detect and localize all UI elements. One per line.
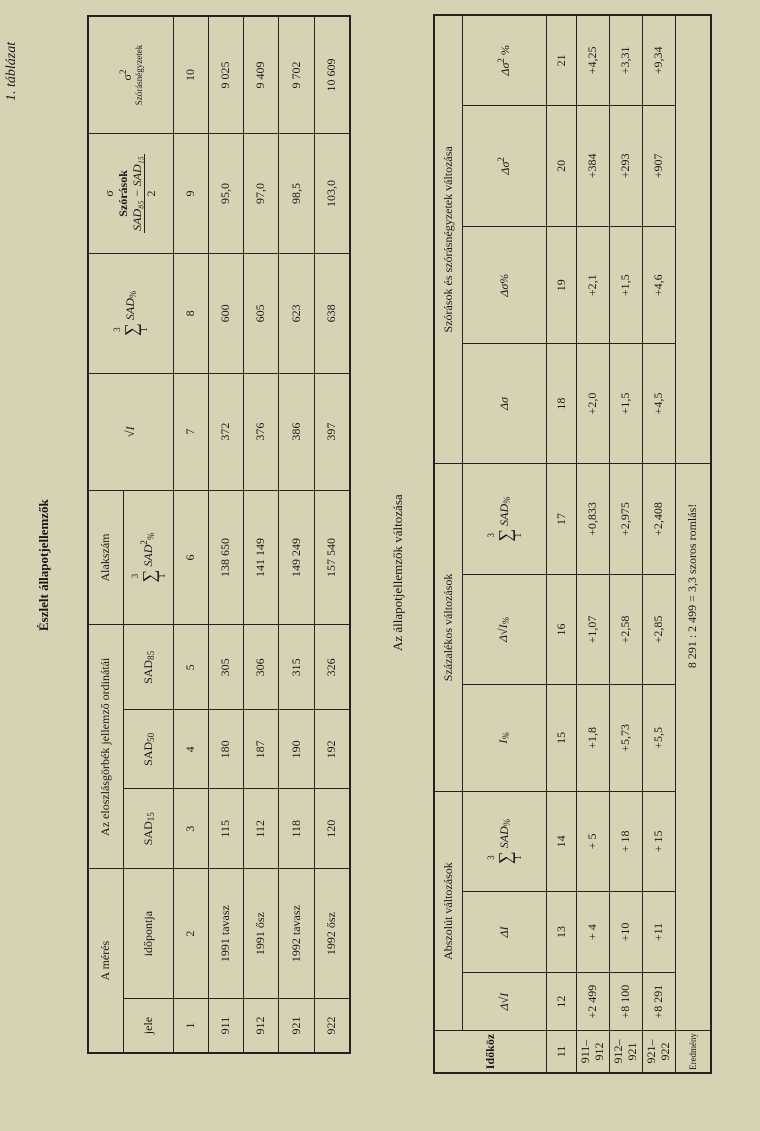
col-sad50: $SAD_{50}$	[124, 710, 174, 789]
group-meres: A mérés	[89, 869, 124, 1053]
column-number: 13	[547, 891, 577, 973]
cell-c12: +2 499	[577, 973, 610, 1031]
cell-c21: +4,25	[577, 16, 610, 106]
col-szorasnegyzet: $\sigma^2$ Szórásnégyzetek	[89, 17, 174, 134]
cell-idopont: 1991 ősz	[243, 869, 278, 999]
cell-c13: +10	[610, 891, 643, 973]
column-number: 17	[547, 463, 577, 574]
cell-negyzet: 9 025	[208, 17, 243, 134]
column-number: 8	[174, 253, 208, 373]
cell-sum: 623	[279, 253, 314, 373]
col-delta-sigma2-percent: $\Delta\sigma^2$ %	[463, 16, 547, 106]
cell-negyzet: 9 409	[243, 17, 278, 134]
cell-c19: +1,5	[610, 227, 643, 344]
cell-c17: +0,833	[577, 463, 610, 574]
column-number: 19	[547, 227, 577, 344]
cell-idokoz: 921–922	[643, 1031, 676, 1073]
table-row	[243, 17, 278, 1053]
cell-sad85: 306	[243, 625, 278, 710]
cell-sad85: 305	[208, 625, 243, 710]
cell-alakszam: 138 650	[208, 490, 243, 625]
col-delta-sqrt-i-percent: $\Delta√I_{\%}$	[463, 575, 547, 684]
cell-c20: +293	[610, 105, 643, 226]
column-number: 5	[174, 625, 208, 710]
cell-alakszam: 141 149	[243, 490, 278, 625]
result-empty	[676, 344, 711, 463]
result-label: Eredmény	[676, 1031, 711, 1073]
group-szazalekos: Százalékos változások	[435, 463, 463, 791]
col-idopontja: időpontja	[124, 869, 174, 999]
table-row	[208, 17, 243, 1053]
cell-c19: +2,1	[577, 227, 610, 344]
cell-c12: +8 100	[610, 973, 643, 1031]
cell-sqrt: 376	[243, 373, 278, 490]
col-delta-sigma: Δσ	[463, 344, 547, 463]
result-empty	[676, 16, 711, 106]
cell-jele: 911	[208, 999, 243, 1053]
table-number: 1. táblázat	[4, 41, 19, 101]
cell-c20: +384	[577, 105, 610, 226]
col-sum-sad: 3 ∑ 1 $SAD_{\%}$	[89, 253, 174, 373]
cell-idopont: 1992 ősz	[314, 869, 349, 999]
column-number: 12	[547, 973, 577, 1031]
result-text: 8 291 : 2 499 = 3,3 szoros romlás!	[676, 463, 711, 1030]
cell-sad50: 180	[208, 710, 243, 789]
col-alakszam: 3 ∑ 1 $SAD^2_{\%}$	[124, 490, 174, 625]
result-empty	[676, 227, 711, 344]
col-sad85: $SAD_{85}$	[124, 625, 174, 710]
cell-jele: 921	[279, 999, 314, 1053]
col-sum-sad: 3 ∑ 1 $SAD_{\%}$	[463, 792, 547, 892]
table-row	[279, 17, 314, 1053]
cell-idopont: 1992 tavasz	[279, 869, 314, 999]
cell-sad50: 190	[279, 710, 314, 789]
col-sum-sad-percent: 3 ∑ 1 $SAD_{\%}$	[463, 463, 547, 574]
cell-sad15: 115	[208, 789, 243, 869]
cell-c18: +2,0	[577, 344, 610, 463]
cell-sad15: 120	[314, 789, 349, 869]
cell-szoras: 98,5	[279, 134, 314, 254]
cell-c21: +9,34	[643, 16, 676, 106]
cell-sum: 638	[314, 253, 349, 373]
column-number: 3	[174, 789, 208, 869]
observed-characteristics-table	[88, 16, 350, 1053]
cell-idokoz: 912–921	[610, 1031, 643, 1073]
column-number: 2	[174, 869, 208, 999]
column-number: 18	[547, 344, 577, 463]
column-number: 16	[547, 575, 577, 684]
cell-c16: +2,58	[610, 575, 643, 684]
table1-title: Észlelt állapotjellemzők	[36, 499, 51, 631]
cell-c12: +8 291	[643, 973, 676, 1031]
cell-c15: +1,8	[577, 684, 610, 791]
cell-c21: +3,31	[610, 16, 643, 106]
cell-c17: +2,408	[643, 463, 676, 574]
cell-idokoz: 911–912	[577, 1031, 610, 1073]
cell-sad85: 326	[314, 625, 349, 710]
cell-c18: +4,5	[643, 344, 676, 463]
group-abszolut: Abszolút változások	[435, 792, 463, 1031]
column-number: 1	[174, 999, 208, 1053]
column-number: 14	[547, 792, 577, 892]
cell-jele: 922	[314, 999, 349, 1053]
col-szorasok: σ Szórások SAD₈₅ − SAD₁₅ 2	[89, 134, 174, 254]
column-number: 6	[174, 490, 208, 625]
table-row	[610, 16, 643, 1073]
cell-c20: +907	[643, 105, 676, 226]
column-number-row	[174, 17, 208, 1053]
cell-sqrt: 372	[208, 373, 243, 490]
column-number: 9	[174, 134, 208, 254]
result-row	[676, 16, 711, 1073]
column-number-row	[547, 16, 577, 1073]
cell-jele: 912	[243, 999, 278, 1053]
col-delta-sigma2: $\Delta\sigma^2$	[463, 105, 547, 226]
cell-sum: 605	[243, 253, 278, 373]
cell-negyzet: 9 702	[279, 17, 314, 134]
table2-title: Az állapotjellemzők változása	[390, 494, 405, 651]
cell-sqrt: 397	[314, 373, 349, 490]
characteristics-change-table	[434, 15, 711, 1073]
cell-sad50: 192	[314, 710, 349, 789]
cell-szoras: 97,0	[243, 134, 278, 254]
cell-c14: + 15	[643, 792, 676, 892]
group-alakszam: Alakszám	[89, 490, 124, 625]
column-number: 21	[547, 16, 577, 106]
col-idokoz: Időköz	[435, 1031, 547, 1073]
cell-c16: +2,85	[643, 575, 676, 684]
cell-sad15: 112	[243, 789, 278, 869]
col-delta-sqrt-i: Δ√I	[463, 973, 547, 1031]
cell-sad85: 315	[279, 625, 314, 710]
cell-c14: + 5	[577, 792, 610, 892]
cell-sad15: 118	[279, 789, 314, 869]
table-row	[577, 16, 610, 1073]
cell-c19: +4,6	[643, 227, 676, 344]
col-delta-sigma-percent: Δσ%	[463, 227, 547, 344]
column-number: 10	[174, 17, 208, 134]
cell-c15: +5,73	[610, 684, 643, 791]
cell-alakszam: 149 249	[279, 490, 314, 625]
cell-c13: +11	[643, 891, 676, 973]
table-row	[643, 16, 676, 1073]
cell-szoras: 95,0	[208, 134, 243, 254]
cell-c18: +1,5	[610, 344, 643, 463]
col-sqrt-i: √I	[89, 373, 174, 490]
col-sad15: $SAD_{15}$	[124, 789, 174, 869]
cell-c14: + 18	[610, 792, 643, 892]
cell-negyzet: 10 609	[314, 17, 349, 134]
group-ordinatak: Az eloszlásgörbék jellemző ordinátái	[89, 625, 124, 869]
cell-c13: + 4	[577, 891, 610, 973]
group-szorasok: Szórások és szórásnégyzetek változása	[435, 16, 463, 464]
cell-c16: +1,07	[577, 575, 610, 684]
col-jele: jele	[124, 999, 174, 1053]
column-number: 7	[174, 373, 208, 490]
cell-szoras: 103,0	[314, 134, 349, 254]
cell-idopont: 1991 tavasz	[208, 869, 243, 999]
cell-alakszam: 157 540	[314, 490, 349, 625]
column-number: 15	[547, 684, 577, 791]
column-number: 11	[547, 1031, 577, 1073]
column-number: 4	[174, 710, 208, 789]
col-i-percent: $I_{\%}$	[463, 684, 547, 791]
cell-c15: +5,5	[643, 684, 676, 791]
cell-c17: +2,975	[610, 463, 643, 574]
cell-sqrt: 386	[279, 373, 314, 490]
result-empty	[676, 105, 711, 226]
cell-sum: 600	[208, 253, 243, 373]
col-delta-i: ΔI	[463, 891, 547, 973]
cell-sad50: 187	[243, 710, 278, 789]
table-row	[314, 17, 349, 1053]
column-number: 20	[547, 105, 577, 226]
